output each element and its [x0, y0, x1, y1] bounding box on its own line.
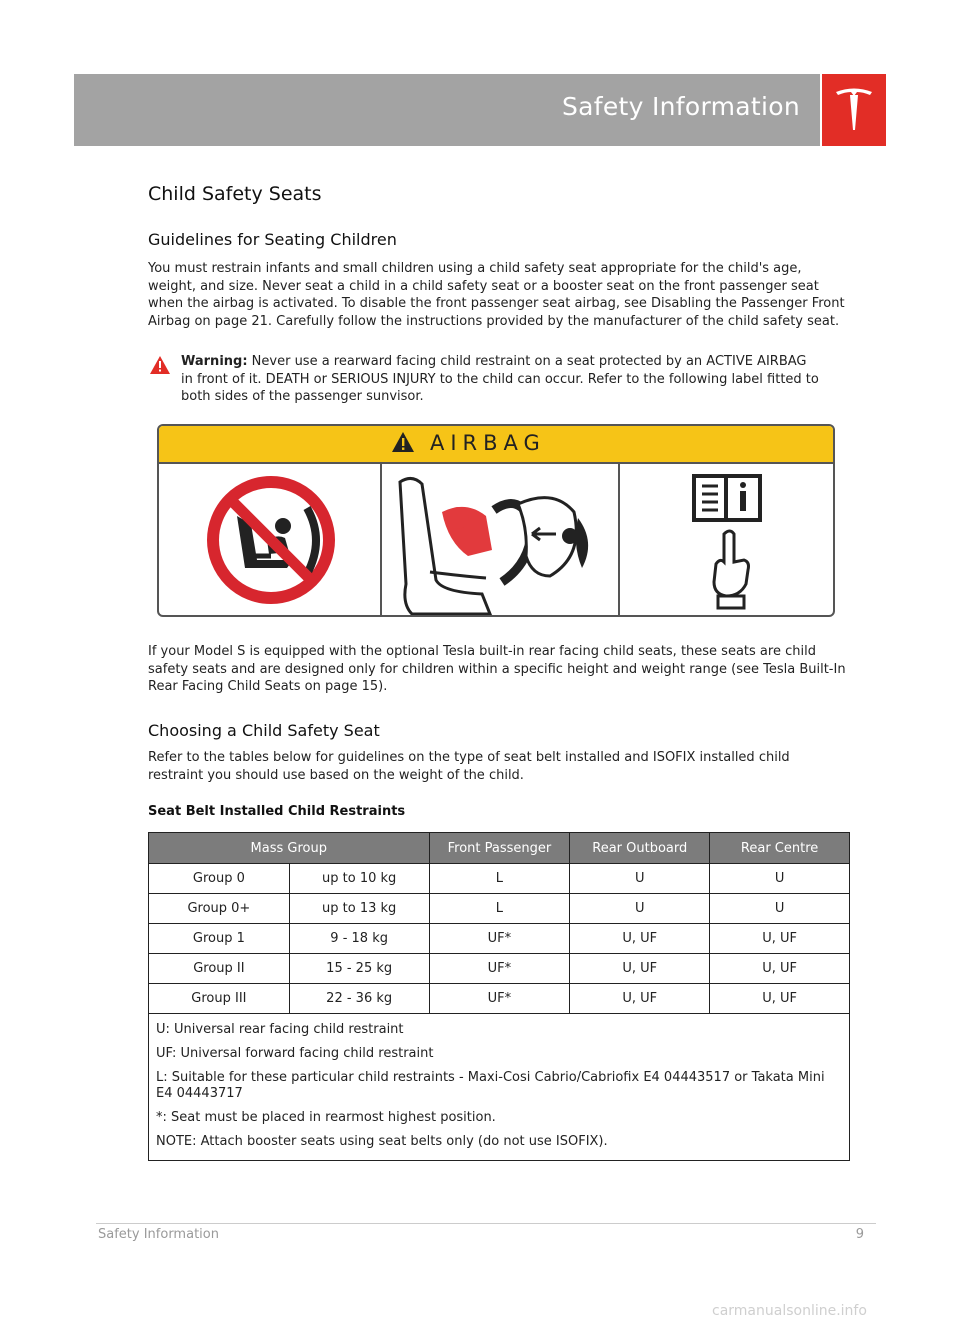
- tesla-logo: [822, 74, 886, 146]
- header-rear-centre: Rear Centre: [710, 833, 850, 864]
- cell-rear-outboard: U, UF: [570, 924, 710, 954]
- cell-front-passenger: L: [429, 864, 570, 894]
- cell-rear-centre: U, UF: [710, 924, 850, 954]
- builtin-seats-paragraph: If your Model S is equipped with the optional Tesla built-in rear facing child seats, these seats are child safety seats and are designed only for children within a specific height and weight range (see Tesla Built-In Rear Facing Child Seats on page 15).: [148, 644, 846, 694]
- cell-mass: 22 - 36 kg: [289, 984, 429, 1014]
- cell-front-passenger: UF*: [429, 954, 570, 984]
- no-rear-facing-seat-panel: [159, 464, 382, 617]
- warning-block: [181, 353, 821, 406]
- airbag-label-band: [159, 426, 833, 464]
- cell-rear-centre: U: [710, 864, 850, 894]
- table-row: [149, 954, 850, 984]
- cell-group: Group II: [149, 954, 290, 984]
- cell-rear-outboard: U, UF: [570, 984, 710, 1014]
- cell-front-passenger: UF*: [429, 984, 570, 1014]
- prohibited-rear-facing-seat-icon: [159, 464, 380, 617]
- header-bar: [74, 74, 820, 146]
- table-notes-row: [149, 1014, 850, 1161]
- footer-divider: [96, 1223, 876, 1224]
- cell-group: Group 1: [149, 924, 290, 954]
- note-universal-forward: UF: Universal forward facing child restraint: [156, 1046, 434, 1061]
- note-universal-rear: U: Universal rear facing child restraint: [156, 1022, 404, 1037]
- cell-group: Group III: [149, 984, 290, 1014]
- cell-mass: up to 13 kg: [289, 894, 429, 924]
- guidelines-title: Guidelines for Seating Children: [148, 230, 397, 249]
- note-booster-seats: NOTE: Attach booster seats using seat belts only (do not use ISOFIX).: [156, 1134, 608, 1149]
- table-row: [149, 894, 850, 924]
- cell-mass: up to 10 kg: [289, 864, 429, 894]
- table-notes: [149, 1014, 850, 1161]
- seat-airbag-deploy-icon: [382, 464, 618, 617]
- cell-rear-outboard: U: [570, 864, 710, 894]
- note-particular-restraints: L: Suitable for these particular child restraints - Maxi-Cosi Cabrio/Cabriofix E4 04443517 or Takata Mini E4 04443717: [156, 1070, 825, 1101]
- cell-rear-outboard: U, UF: [570, 954, 710, 984]
- read-manual-panel: [620, 464, 835, 617]
- section-title: Child Safety Seats: [148, 183, 322, 205]
- cell-mass: 15 - 25 kg: [289, 954, 429, 984]
- table-row: [149, 984, 850, 1014]
- warning-text: Never use a rearward facing child restraint on a seat protected by an ACTIVE AIRBAG in front of it. DEATH or SERIOUS INJURY to the child can occur. Refer to the following label fitted to both sides of the passenger sunvisor.: [181, 354, 819, 404]
- choosing-title: Choosing a Child Safety Seat: [148, 721, 380, 740]
- table-row: [149, 924, 850, 954]
- warning-label: Warning:: [181, 354, 248, 369]
- airbag-deploy-panel: [382, 464, 620, 617]
- choosing-body: Refer to the tables below for guidelines on the type of seat belt installed and ISOFIX installed child restraint you should use based on the weight of the child.: [148, 750, 790, 783]
- footer-section: Safety Information: [98, 1227, 219, 1242]
- header-rear-outboard: Rear Outboard: [570, 833, 710, 864]
- table-caption: Seat Belt Installed Child Restraints: [148, 804, 406, 819]
- table-row: [149, 864, 850, 894]
- restraints-table: [148, 832, 850, 1161]
- cell-front-passenger: UF*: [429, 924, 570, 954]
- cell-group: Group 0+: [149, 894, 290, 924]
- airbag-label-word: AIRBAG: [430, 431, 546, 455]
- note-rearmost-position: *: Seat must be placed in rearmost highest position.: [156, 1110, 496, 1125]
- cell-rear-outboard: U: [570, 894, 710, 924]
- cell-mass: 9 - 18 kg: [289, 924, 429, 954]
- header-title: Safety Information: [561, 92, 800, 121]
- page-number: 9: [855, 1227, 864, 1242]
- header-mass-group: Mass Group: [149, 833, 430, 864]
- header-front-passenger: Front Passenger: [429, 833, 570, 864]
- guidelines-body: You must restrain infants and small children using a child safety seat appropriate for the child's age, weight, and size. Never seat a child in a child safety seat or a booster seat on the front passenger seat when the airbag is activated. To disable the front passenger seat airbag, see Disabling the Passenger Front Airbag on page 21. Carefully follow the instructions provided by the manufacturer of the child safety seat.: [148, 261, 845, 329]
- cell-rear-centre: U, UF: [710, 954, 850, 984]
- cell-group: Group 0: [149, 864, 290, 894]
- cell-rear-centre: U: [710, 894, 850, 924]
- table-header-row: [149, 833, 850, 864]
- cell-front-passenger: L: [429, 894, 570, 924]
- cell-rear-centre: U, UF: [710, 984, 850, 1014]
- read-manual-icon: [620, 464, 835, 617]
- airbag-warning-icon: [391, 431, 415, 453]
- airbag-warning-label: [157, 424, 835, 617]
- watermark: carmanualsonline.info: [712, 1303, 867, 1319]
- tesla-t-icon: [834, 86, 874, 134]
- warning-triangle-icon: [150, 356, 170, 374]
